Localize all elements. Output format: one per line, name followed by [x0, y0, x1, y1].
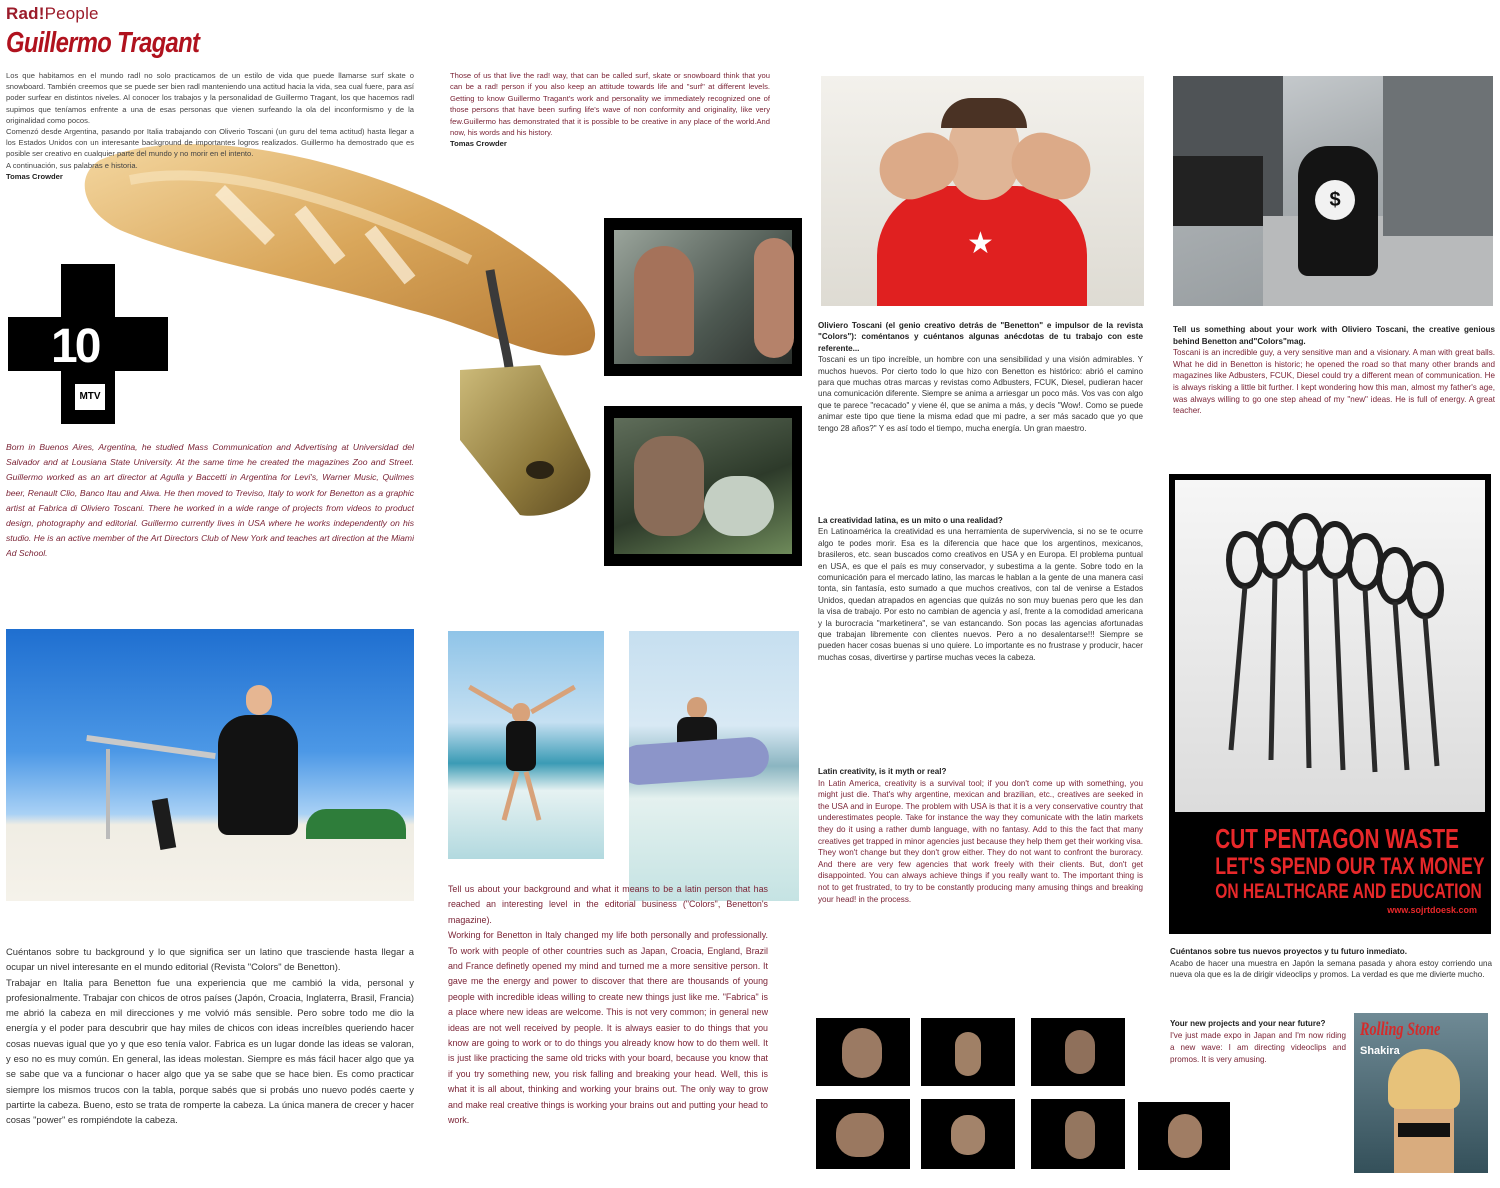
poster-line: LET'S SPEND OUR TAX MONEY	[1215, 853, 1485, 880]
bio-paragraph: Born in Buenos Aires, Argentina, he studied Mass Communication and Advertising at Universidad del Salvador and at Lousiana State University. At the same time he created the magazines Zoo and Street. Guillermo worked as an art director at Agulla y Baccetti in Argentina for Levi's, Warner Music, Quilmes beer, Renault Clio, Banco Itau and Aiwa. He then moved to Treviso, Italy to work for Benetton as a graphic artist at Fabrica di Oliviero Toscani. There he worked in a wide range of projects from videos to product design, photography and editorial. Guillermo currently lives in USA where he works independently on his studio. He is an active member of the Art Directors Club of New York and teaches art direction at the Miami Ad School.	[6, 442, 414, 559]
brand-logo: Rad!People	[6, 4, 99, 23]
question-heading: Cuéntanos sobre tus nuevos proyectos y tu futuro inmediato.	[1170, 947, 1407, 956]
poster-line: ON HEALTHCARE AND EDUCATION	[1215, 880, 1482, 903]
dollar-icon: $	[1315, 180, 1355, 220]
header	[6, 4, 242, 60]
poster-url: www.sojrtdoesk.com	[1387, 905, 1477, 915]
video-thumbnail	[1031, 1099, 1125, 1169]
answer-paragraph: I've just made expo in Japan and I'm now riding a new wave: I am directing videoclips and promos. It is very amusing.	[1170, 1031, 1346, 1064]
question-heading: Tell us about your background and what it means to be a latin person that has reached an interesting level in the editorial business ("Colors", Benetton's magazine).	[448, 884, 768, 925]
answer-paragraph: En Latinoamérica la creatividad es una herramienta de supervivencia, si no se te ocurre algo te podes morir. Esa es la diferencia que hace que los argentinos, mexicanos, brasileros, etc. sean buscados como creativos en USA y en Europa. El problema puntual en USA, es que el país es muy conservador, y subestima a la gente. Sobre todo en la comunicación para el mercado latino, las marcas le hablan a la gente de una manera casi tonta, sin fantasía, esto sumado a que muchos creativos, con tal de venirse a Estados Unidos, quedan atrapados en agencias que quizás no son muy buenas pero que les dan la visa de trabajo. Por esto no cambian de agencia y así, frente a la comodidad americana y la burocracia "marketinera", se van estancando. Son pocas las agencias afortunadas que trabajan libremente con clientes nuevos. Pero a no desalentarse!!! Siempre se pueden hacer cosas buenas si uno quiere. Lo importante es no frustrase y producir, hacer muchas cosas, divertirse y partirse muchas veces la cabeza.	[818, 527, 1143, 662]
author-byline: Tomas Crowder	[450, 139, 507, 149]
question-heading: Oliviero Toscani (el genio creativo detrás de "Benetton" e impulsor de la revista "Colors"): coméntanos y cuéntanos algunas anécdotas de tu trabajo con este referente...	[818, 321, 1143, 353]
bio-text	[6, 440, 414, 562]
video-thumbnail	[921, 1099, 1015, 1169]
toscani-section-es	[818, 320, 1143, 434]
mtv-badge	[8, 264, 168, 424]
surf-jump-photo	[448, 631, 604, 859]
street-photo	[1173, 76, 1493, 306]
video-still-photo	[604, 406, 802, 566]
video-thumbnail	[816, 1099, 910, 1169]
intro-spanish	[6, 70, 414, 182]
question-heading: Your new projects and your near future?	[1170, 1019, 1326, 1028]
video-thumbnail	[1138, 1102, 1230, 1170]
video-thumbnail	[921, 1018, 1015, 1086]
intro-es-paragraph: Comenzó desde Argentina, pasando por Italia trabajando con Oliverio Toscani (un guru del tema actitud) hasta llegar a los Estados Unidos con un interesante background de importantes logros realizados. Guillermo ha demostrado que es posible ser creativo en cualquier parte del mundo y no morir en el intento.	[6, 127, 414, 159]
answer-paragraph: Toscani is an incredible guy, a very sensitive man and a visionary. A man with great balls. What he did in Benetton is historic; he opened the road so that many other brands and magazines like Adbusters, FCUK, Diesel could try a different mean of communication. He is always risking a little bit further. I kept wondering how this man, almost my father's age, was always willing to go one step ahead of my "new" ideas. He is full of energy. A great teacher.	[1173, 348, 1495, 416]
question-heading: Latin creativity, is it myth or real?	[818, 767, 947, 776]
question-heading: Cuéntanos sobre tu background y lo que significa ser un latino que trasciende hasta llegar a ocupar un nivel interesante en el mundo editorial (Revista "Colors" de Benetton).	[6, 946, 414, 973]
author-byline: Tomas Crowder	[6, 171, 63, 181]
intro-es-paragraph: A continuación, sus palabras e historia.	[6, 160, 138, 170]
answer-paragraph: Working for Benetton in Italy changed my life both personally and professionally. To work with people of other countries such as Japan, Croacia, England, Brazil and France definetly opened my mind and turned me a more sensitive person. It gave me the energy and power to discover that there are thousands of young people with incredible ideas willing to create new things just like me. "Fabrica" is a place where new ideas are welcome. This is not very common; in general new ideas are not well received by people. It is always easier to do things that you know are going to work or to do things you already know how to do them well. It is just like practicing the same old tricks with your board, because you know that if you try something new, you risk falling and breaking your head. Well, this is what it is all about, thinking and working your brains out. The only way to grow and make real creative things is working your brains out and putting your head to work.	[448, 930, 768, 1126]
answer-paragraph: Trabajar en Italia para Benetton fue una experiencia que me cambió la vida, personal y profesionalmente. Trabajar con chicos de otros países (Japón, Croacia, Inglaterra, Brasil, Francia) me abrió la cabeza en mil direcciones y me volvió más sensible. Pero sobre todo me dio la energía y el poder para descubrir que hay miles de chicos con ideas increíbles queriendo hacer cosas nuevas igual que yo y que eso tenía valor. Fabrica es un lugar donde las ideas se valoran, y eso no es muy común. En general, las ideas molestan. Siempre es más fácil hacer algo que ya se sabe que va a funcionar o hacer algo que ya se sabe que se hace bien. Es como practicar siempre los mismos trucos con la tabla, porque sabés que si probás uno nuevo podés caerte y partirte la cabeza. Bueno, esto se trata de romperte la cabeza. La única manera de crecer y hacer cosas "power" es rompiéndote la cabeza.	[6, 976, 414, 1126]
intro-english	[450, 70, 770, 150]
answer-paragraph: Acabo de hacer una muestra en Japón la semana pasada y ahora estoy corriendo una nueva ola que es la de dirigir videoclips y promos. La verdad es que me divierte mucho.	[1170, 958, 1492, 980]
poster-slogan	[1175, 824, 1485, 916]
surfboard-photo	[629, 631, 799, 901]
question-heading: La creatividad latina, es un mito o una realidad?	[818, 516, 1003, 525]
background-section-es	[6, 944, 414, 1128]
answer-paragraph: In Latin America, creativity is a survival tool; if you don't come up with something, you might just die. That's why argentine, mexican and brazilian, etc., creatives are seeked in the USA and in Europe. The problem with USA is that it is a very conservative country that underestimates people. Take for instance the way they comunicate with the latin markets they do it using a rather dumb language, with no fantasy. Add to this the fact that many creatives get trapped in minor agencies just because they help them get their working visa. They won't change but they don't grow either. They do not want to confront the buroracy. And there are very few agencies that work freely with their clients. But, don't get disappointed. You can always achieve things if you really want to. The important thing is not to get frustrated, to try to be constantly producing many amusing things and breaking your head! in the process.	[818, 778, 1143, 904]
video-thumbnail	[816, 1018, 910, 1086]
background-section-en	[448, 882, 768, 1129]
toscani-photo	[821, 76, 1144, 306]
magazine-cover-image	[1354, 1013, 1488, 1173]
badge-number: 10	[51, 320, 99, 373]
latina-section-es	[818, 515, 1143, 663]
intro-es-paragraph: Los que habitamos en el mundo radl no solo practicamos de un estilo de vida que puede llamarse surf skate o snowboard. También creemos que se puede ser bien radl manteniendo una actitud hacia la vida, sea cual fuere, para así poder surfear en distintos niveles. Al conocer los trabajos y la personalidad de Guillermo Tragant, los que hacemos radl supimos que teníamos enfrente a una de esas personas que vienen surfeando la ola del inconformismo y de la originalidad como pocos.	[6, 71, 414, 125]
page-title: Guillermo Tragant	[6, 27, 200, 59]
intro-en-paragraph: Those of us that live the rad! way, that can be called surf, skate or snowboard think that you can be a rad! person if you also keep an attitude towards life and "surf" at different levels. Getting to know Guillermo Tragant's work and personality we immediately recognized one of those persons that have been surfing life's wave of non conformity and originality, like very few.Guillermo has demonstrated that it is possible to be creative in any place of the world.And now, his words and his history.	[450, 71, 770, 138]
star-icon: ★	[967, 227, 994, 260]
projects-section-en	[1170, 1018, 1346, 1066]
projects-section-es	[1170, 946, 1492, 981]
latin-section-en	[818, 766, 1143, 905]
mtv-logo-icon: MTV	[75, 384, 105, 410]
beach-photo	[6, 629, 414, 901]
answer-paragraph: Toscani es un tipo increíble, un hombre con una sensibilidad y una visión admirables. Y muchos huevos. Por cierto todo lo que hizo con Benetton es histórico: abrió el camino para que muchas otras marcas y revistas como Adbusters, FCUK, Diesel, pudieran hacer una comunicación diferente. Siempre se anima a arriesgar un poco más. Vos vas con algo que te parece "recacado" y viene él, que se anima a más, y decís "Wow!. Como se puede animar este tipo que tiene la misma edad que mi padre, a ser más sacado que yo que tengo 28 años?" Y es así todo el tiempo, mucha energía. Un gran maestro.	[818, 355, 1143, 433]
magazine-cover-name: Shakira	[1360, 1045, 1400, 1057]
toscani-section-en	[1173, 324, 1495, 417]
video-thumbnail	[1031, 1018, 1125, 1086]
question-heading: Tell us something about your work with Oliviero Toscani, the creative genious behind Benetton and"Colors"mag.	[1173, 325, 1495, 346]
scissors-illustration	[1175, 480, 1485, 812]
magazine-masthead: Rolling Stone	[1360, 1019, 1441, 1040]
video-still-photo	[604, 218, 802, 376]
poster-line: CUT PENTAGON WASTE	[1215, 823, 1459, 854]
poster-image	[1169, 474, 1491, 934]
